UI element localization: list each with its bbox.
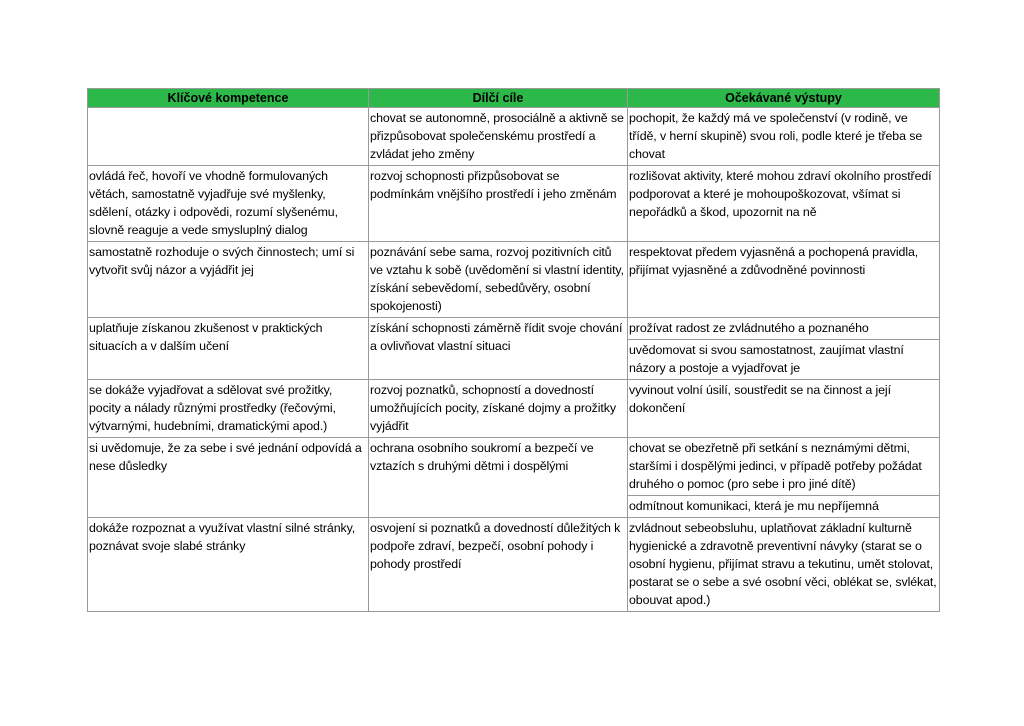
outcome-cell: chovat se obezřetně při setkání s neznámými dětmi, staršími i dospělými jedinci, v případě potřeby požádat druhého o pomoc (pro sebe i pro jiné dítě) xyxy=(628,438,940,496)
header-row xyxy=(88,89,940,108)
header-sub-goals: Dílčí cíle xyxy=(369,89,628,108)
outcome-cell: pochopit, že každý má ve společenství (v rodině, ve třídě, v herní skupině) svou roli, podle které je třeba se chovat xyxy=(628,108,940,166)
table-row xyxy=(88,380,940,438)
sub-goal-cell: chovat se autonomně, prosociálně a aktivně se přizpůsobovat společenskému prostředí a zvládat jeho změny xyxy=(369,108,628,166)
header-expected-outcomes: Očekávané výstupy xyxy=(628,89,940,108)
competence-cell: si uvědomuje, že za sebe i své jednání odpovídá a nese důsledky xyxy=(88,438,369,518)
table-row xyxy=(88,438,940,496)
sub-goal-cell: osvojení si poznatků a dovedností důležitých k podpoře zdraví, bezpečí, osobní pohody i pohody prostředí xyxy=(369,518,628,612)
outcome-cell: respektovat předem vyjasněná a pochopená pravidla, přijímat vyjasněné a zdůvodněné povinnosti xyxy=(628,242,940,318)
outcome-cell: vyvinout volní úsilí, soustředit se na činnost a její dokončení xyxy=(628,380,940,438)
competence-cell: samostatně rozhoduje o svých činnostech; umí si vytvořit svůj názor a vyjádřit jej xyxy=(88,242,369,318)
document-page xyxy=(87,88,939,612)
header-competences: Klíčové kompetence xyxy=(88,89,369,108)
sub-goal-cell: rozvoj poznatků, schopností a dovedností umožňujících pocity, získané dojmy a prožitky vyjádřit xyxy=(369,380,628,438)
competence-cell: dokáže rozpoznat a využívat vlastní silné stránky, poznávat svoje slabé stránky xyxy=(88,518,369,612)
table-row xyxy=(88,166,940,242)
competence-cell: uplatňuje získanou zkušenost v praktických situacích a v dalším učení xyxy=(88,318,369,380)
outcome-cell: uvědomovat si svou samostatnost, zaujímat vlastní názory a postoje a vyjadřovat je xyxy=(628,340,940,380)
competence-cell: ovládá řeč, hovoří ve vhodně formulovaných větách, samostatně vyjadřuje své myšlenky, sdělení, otázky i odpovědi, rozumí slyšenému, slovně reaguje a vede smysluplný dialog xyxy=(88,166,369,242)
outcome-cell: zvládnout sebeobsluhu, uplatňovat základní kulturně hygienické a zdravotně preventivní návyky (starat se o osobní hygienu, přijímat stravu a tekutinu, umět stolovat, postarat se o sebe a své osobní věci, oblékat se, svlékat, obouvat apod.) xyxy=(628,518,940,612)
sub-goal-cell: ochrana osobního soukromí a bezpečí ve vztazích s druhými dětmi i dospělými xyxy=(369,438,628,518)
outcome-cell: odmítnout komunikaci, která je mu nepříjemná xyxy=(628,496,940,518)
sub-goal-cell: získání schopnosti záměrně řídit svoje chování a ovlivňovat vlastní situaci xyxy=(369,318,628,380)
competence-cell xyxy=(88,108,369,166)
outcome-cell: rozlišovat aktivity, které mohou zdraví okolního prostředí podporovat a které je mohoupoškozovat, všímat si nepořádků a škod, upozornit na ně xyxy=(628,166,940,242)
competence-table xyxy=(87,88,940,612)
table-row xyxy=(88,318,940,340)
table-row xyxy=(88,108,940,166)
table-row xyxy=(88,518,940,612)
sub-goal-cell: rozvoj schopnosti přizpůsobovat se podmínkám vnějšího prostředí i jeho změnám xyxy=(369,166,628,242)
outcome-cell: prožívat radost ze zvládnutého a poznaného xyxy=(628,318,940,340)
sub-goal-cell: poznávání sebe sama, rozvoj pozitivních citů ve vztahu k sobě (uvědomění si vlastní identity, získání sebevědomí, sebedůvěry, osobní spokojenosti) xyxy=(369,242,628,318)
table-row xyxy=(88,242,940,318)
competence-cell: se dokáže vyjadřovat a sdělovat své prožitky, pocity a nálady různými prostředky (řečovými, výtvarnými, hudebními, dramatickými apod.) xyxy=(88,380,369,438)
